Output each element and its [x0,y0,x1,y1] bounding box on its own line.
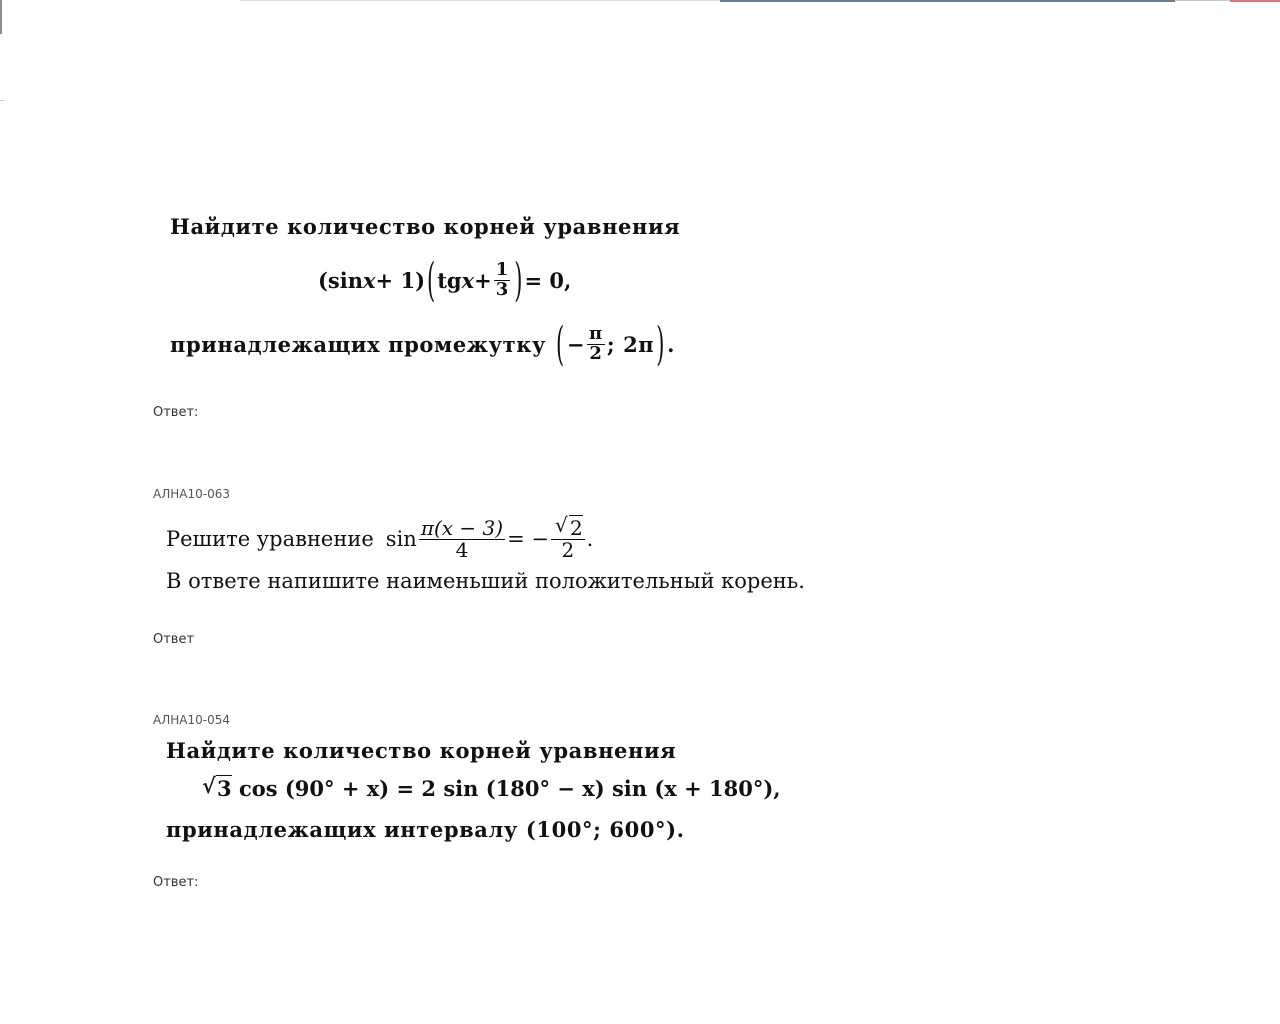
problem2-equation [166,510,593,568]
fraction-one-third [494,258,511,300]
answer-label: Ответ [153,632,195,647]
answer-label: Ответ: [153,875,199,890]
eq-rest: cos (90° + x) = 2 sin (180° − x) sin (x + 180°), [238,776,781,801]
left-paren: ( [556,317,565,371]
problem1-statement: Найдите количество корней уравнения [170,214,681,239]
strip-segment [720,0,1175,2]
fraction-denominator: 3 [495,278,509,300]
problem1-interval-line [170,314,675,374]
left-edge-tick [0,100,4,101]
fraction-pi-over-2 [587,322,605,364]
radicand: 2 [569,515,583,540]
right-paren: ) [514,253,523,307]
radical-sign: √ [554,512,568,537]
fraction-numerator: π(x − 3) [420,515,504,540]
fraction-sqrt2-over-2 [551,512,585,562]
sqrt-symbol [554,512,583,540]
answer-label: Ответ: [153,405,199,420]
sqrt-symbol [202,773,232,801]
problem3-statement: Найдите количество корней уравнения [166,738,677,763]
strip-segment [1175,0,1230,1]
eq-plus-one: + 1) [375,267,426,293]
problem-code: АЛНА10-054 [153,713,230,727]
eq-x: x [363,267,376,293]
interval-upper: ; 2π [606,331,655,357]
fraction-denominator: 2 [589,342,603,364]
eq-sin-part: (sin [318,267,364,293]
fraction-denominator: 4 [455,537,469,562]
top-window-strip [0,0,1280,2]
fraction-denominator: 2 [561,537,575,562]
eq-equals-minus: = − [507,527,549,551]
interval-text: принадлежащих промежутку [170,331,547,357]
problem1-equation [318,252,571,308]
left-edge-marker [0,0,2,34]
radical-sign: √ [202,773,216,798]
eq-sin: sin [385,527,417,551]
fraction-numerator [551,512,585,540]
problem2-prefix: Решите уравнение [166,527,374,551]
eq-tail: = 0, [524,267,572,293]
problem3-interval-line: принадлежащих интервалу (100°; 600°). [166,817,685,842]
fraction-numerator: π [589,322,603,344]
problem3-equation [200,773,781,801]
interval-dot: . [667,331,675,357]
left-paren: ( [427,253,436,307]
interval-minus: − [566,331,586,357]
right-paren: ) [656,317,666,371]
eq-dot: . [586,527,594,551]
eq-tg: tg [437,267,462,293]
problem2-instruction: В ответе напишите наименьший положительный корень. [166,569,805,593]
strip-segment [240,0,720,1]
fraction-numerator: 1 [495,258,509,280]
eq-x: x [461,267,475,293]
fraction-pi-x-minus-3-over-4 [419,515,505,562]
strip-segment [1230,0,1280,2]
problem-code: АЛНА10-063 [153,487,230,501]
radicand: 3 [217,776,232,801]
eq-plus: + [474,267,492,293]
